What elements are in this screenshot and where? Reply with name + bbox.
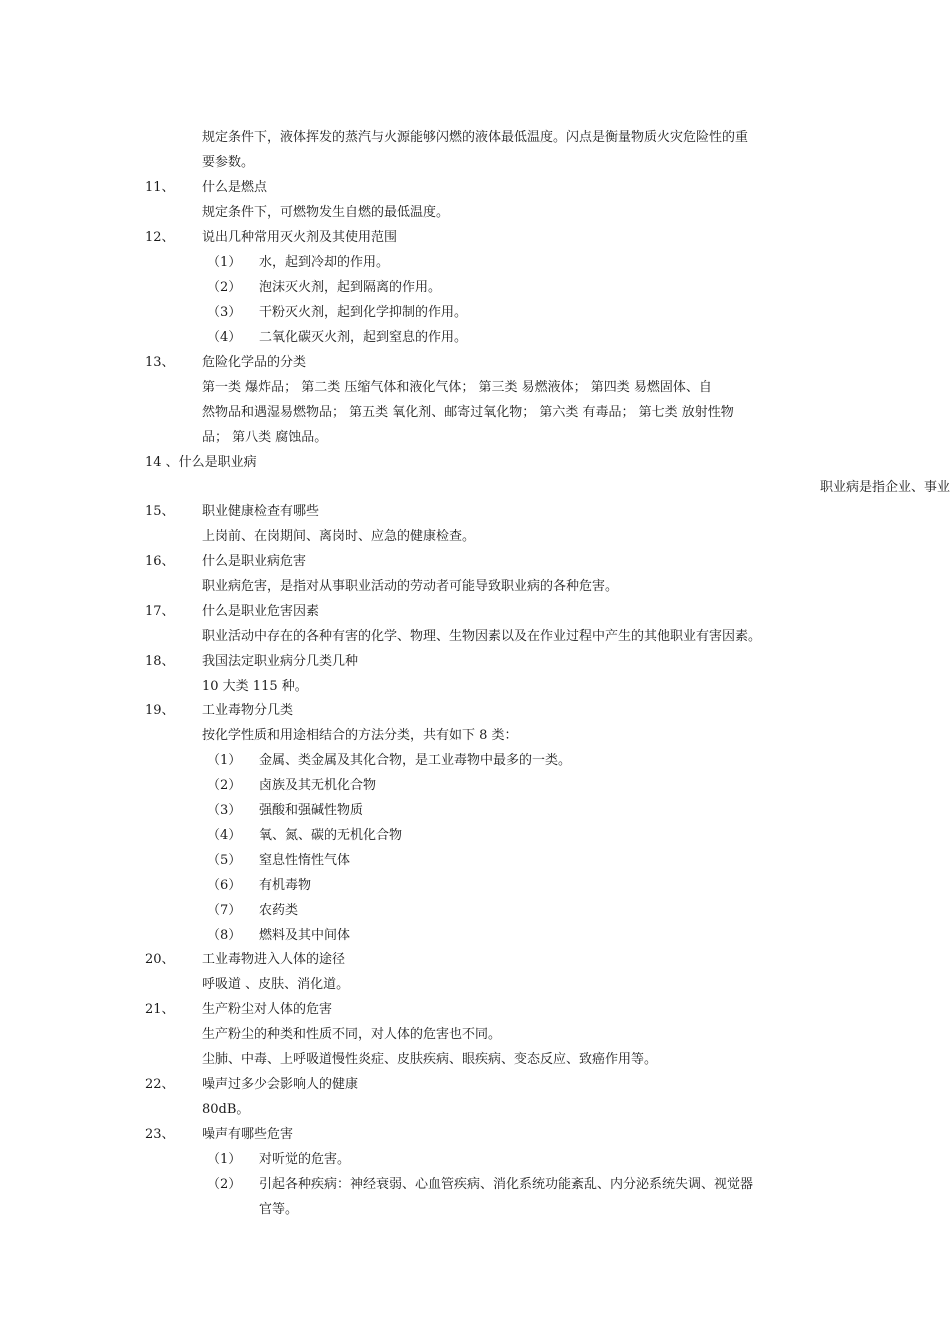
question-22: 噪声过多少会影响人的健康 [202,1077,359,1092]
question-16: 什么是职业病危害 [202,554,307,569]
q19-item-1-number: （1） [207,753,242,768]
question-11: 什么是燃点 [202,180,268,195]
q19-item-1-text: 金属、类金属及其化合物，是工业毒物中最多的一类。 [259,753,572,768]
question-17-number: 17、 [145,604,175,619]
answer-13-line-2: 然物品和遇湿易燃物品； 第五类 氧化剂、邮寄过氧化物； 第六类 有毒品； 第七类 放射性物 [202,405,734,420]
answer-17: 职业活动中存在的各种有害的化学、物理、生物因素以及在作业过程中产生的其他职业有害因素。 [202,629,762,644]
q23-item-1-text: 对听觉的危害。 [259,1152,351,1167]
question-12-number: 12、 [145,230,175,245]
question-20: 工业毒物进入人体的途径 [202,952,346,967]
q19-item-8-text: 燃料及其中间体 [259,928,351,943]
answer-20: 呼吸道 、皮肤、消化道。 [202,977,350,992]
answer-10-line-2: 要参数。 [202,155,255,170]
answer-22: 80dB。 [202,1102,250,1117]
q19-item-4-text: 氧、氮、碳的无机化合物 [259,828,403,843]
q19-item-6-number: （6） [207,878,242,893]
question-15: 职业健康检查有哪些 [202,504,320,519]
q19-item-4-number: （4） [207,828,242,843]
answer-15: 上岗前、在岗期间、离岗时、应急的健康检查。 [202,529,476,544]
q19-item-7-number: （7） [207,903,242,918]
question-16-number: 16、 [145,554,175,569]
q12-item-3-text: 干粉灭火剂，起到化学抑制的作用。 [259,305,468,320]
question-19: 工业毒物分几类 [202,703,294,718]
question-19-number: 19、 [145,703,175,718]
q19-item-6-text: 有机毒物 [259,878,312,893]
q19-item-2-number: （2） [207,778,242,793]
answer-10-line-1: 规定条件下，液体挥发的蒸汽与火源能够闪燃的液体最低温度。闪点是衡量物质火灾危险性的重 [202,130,749,145]
question-23-number: 23、 [145,1127,175,1142]
q12-item-4-text: 二氧化碳灭火剂，起到窒息的作用。 [259,330,468,345]
question-23: 噪声有哪些危害 [202,1127,294,1142]
question-12: 说出几种常用灭火剂及其使用范围 [202,230,398,245]
question-17: 什么是职业危害因素 [202,604,320,619]
q19-item-2-text: 卤族及其无机化合物 [259,778,377,793]
answer-13-line-1: 第一类 爆炸品； 第二类 压缩气体和液化气体； 第三类 易燃液体； 第四类 易燃固体、自 [202,380,712,395]
question-11-number: 11、 [145,180,175,195]
q12-item-3-number: （3） [207,305,242,320]
question-18-number: 18、 [145,654,175,669]
q23-item-1-number: （1） [207,1152,242,1167]
question-20-number: 20、 [145,952,175,967]
q23-item-2-text: 引起各种疾病：神经衰弱、心血管疾病、消化系统功能紊乱、内分泌系统失调、视觉器 [259,1177,754,1192]
answer-13-line-3: 品； 第八类 腐蚀品。 [202,430,328,445]
q23-item-2-number: （2） [207,1177,242,1192]
q19-item-7-text: 农药类 [259,903,299,918]
question-15-number: 15、 [145,504,175,519]
q23-item-2-continuation: 官等。 [259,1202,299,1217]
answer-16: 职业病危害，是指对从事职业活动的劳动者可能导致职业病的各种危害。 [202,579,619,594]
q19-item-5-text: 窒息性惰性气体 [259,853,351,868]
q19-item-8-number: （8） [207,928,242,943]
question-21: 生产粉尘对人体的危害 [202,1002,333,1017]
answer-19: 按化学性质和用途相结合的方法分类，共有如下 8 类： [202,728,518,743]
q12-item-2-number: （2） [207,280,242,295]
question-18: 我国法定职业病分几类几种 [202,654,359,669]
q19-item-5-number: （5） [207,853,242,868]
q12-item-1-text: 水，起到冷却的作用。 [259,255,390,270]
question-13: 危险化学品的分类 [202,355,307,370]
answer-21-line-1: 生产粉尘的种类和性质不同，对人体的危害也不同。 [202,1027,502,1042]
answer-18: 10 大类 115 种。 [202,679,308,694]
question-14: 14 、什么是职业病 [145,455,257,470]
question-22-number: 22、 [145,1077,175,1092]
answer-21-line-2: 尘肺、中毒、上呼吸道慢性炎症、皮肤疾病、眼疾病、变态反应、致癌作用等。 [202,1052,658,1067]
q12-item-4-number: （4） [207,330,242,345]
question-21-number: 21、 [145,1002,175,1017]
q19-item-3-number: （3） [207,803,242,818]
question-13-number: 13、 [145,355,175,370]
q12-item-1-number: （1） [207,255,242,270]
q12-item-2-text: 泡沫灭火剂，起到隔离的作用。 [259,280,442,295]
q19-item-3-text: 强酸和强碱性物质 [259,803,364,818]
answer-14-fragment: 职业病是指企业、事业 [819,480,950,495]
answer-11: 规定条件下，可燃物发生自燃的最低温度。 [202,205,450,220]
